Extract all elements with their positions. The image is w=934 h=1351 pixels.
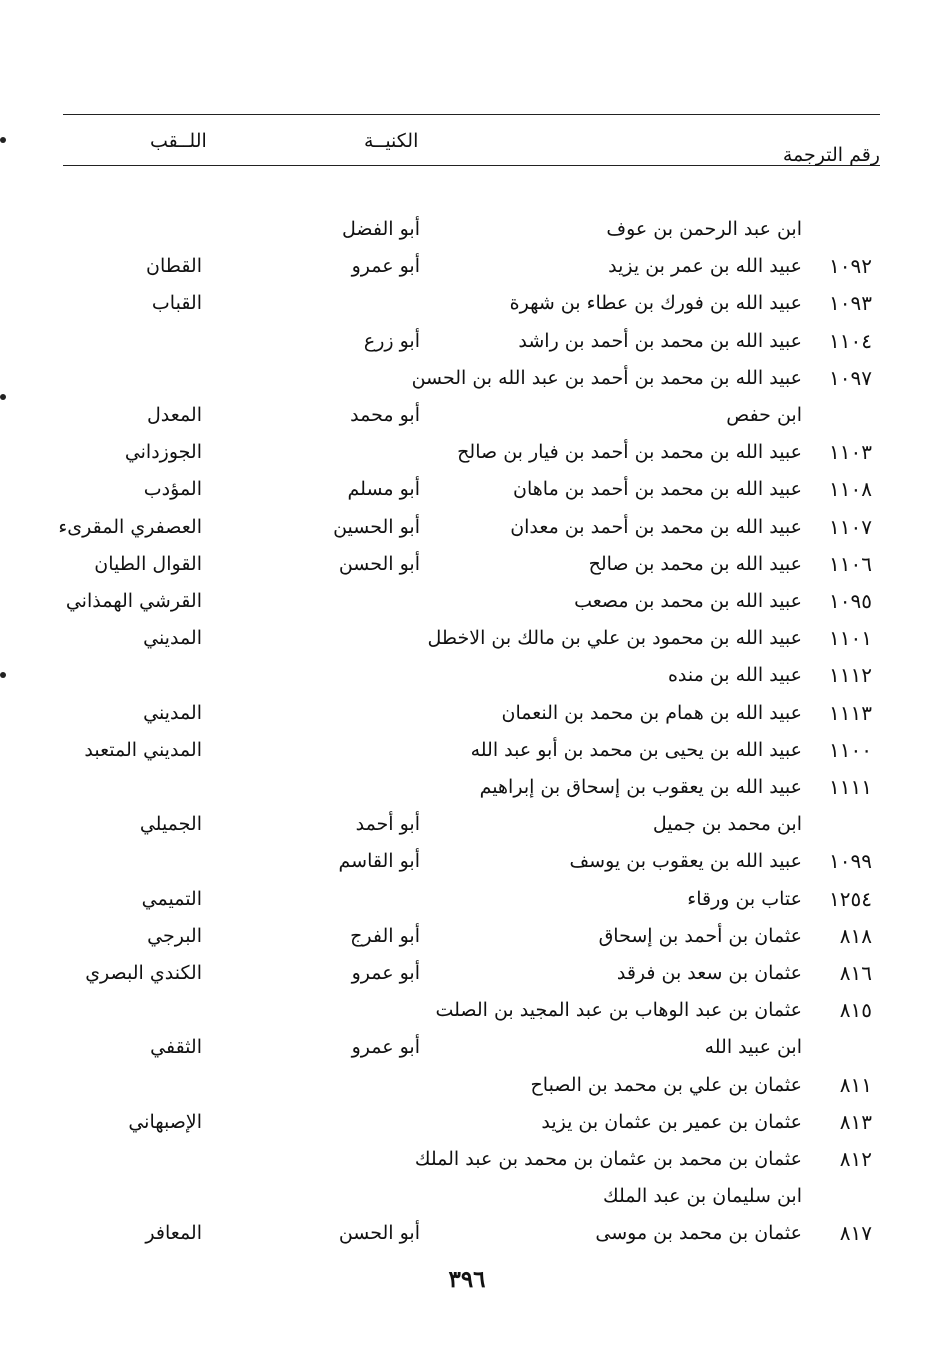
entry-number: ١١٠٨ [829,477,872,501]
entry-laqab: الثقفي [150,1036,202,1058]
entry-name: عبيد الله بن محمد بن صالح [588,553,802,575]
entry-number: ١١٠٠ [829,738,872,762]
entry-laqab: المؤدب [143,478,202,500]
entry-kunya: أبو زرع [363,330,420,352]
entry-kunya: أبو أحمد [355,813,420,835]
entry-name: عبيد الله بن محمود بن علي بن مالك بن الاخطل [427,627,802,649]
entry-kunya: أبو محمد [350,404,420,426]
entry-number: ١٠٩٣ [829,291,872,315]
entry-laqab: المديني المتعبد [84,739,202,761]
table-row [0,1144,934,1181]
entry-laqab: العصفري المقرىء [58,516,202,538]
entry-name: عثمان بن محمد بن موسى [595,1222,802,1244]
entry-laqab: التميمي [141,888,202,910]
header-bottom-rule [63,165,880,166]
table-row [0,698,934,735]
entry-name: عبيد الله بن محمد بن أحمد بن ماهان [513,478,802,500]
entry-laqab: الإصبهاني [128,1111,202,1133]
table-row [0,214,934,251]
entry-name: عبيد الله بن محمد بن أحمد بن راشد [518,330,802,352]
table-row [0,1107,934,1144]
table-row [0,437,934,474]
entry-kunya: أبو الحسين [333,516,420,538]
entry-name: عبيد الله بن منده [667,664,802,686]
entry-number: ١١٠٦ [829,552,872,576]
entry-name: ابن سليمان بن عبد الملك [602,1185,802,1207]
table-row [0,288,934,325]
table-row [0,474,934,511]
table-row [0,623,934,660]
entry-name: عثمان بن محمد بن عثمان بن محمد بن عبد الملك [414,1148,802,1170]
entry-kunya: أبو عمرو [351,255,420,277]
entry-laqab: القباب [151,292,202,314]
entry-number: ٨١٦ [839,961,872,985]
entry-kunya: أبو الحسن [338,1222,420,1244]
entry-number: ١١١١ [829,775,872,799]
table-row [0,846,934,883]
entry-name: عبيد الله بن يحيى بن محمد بن أبو عبد الله [470,739,802,761]
table-row [0,251,934,288]
table-row [0,921,934,958]
entry-laqab: القطان [145,255,202,277]
table-row [0,512,934,549]
entry-kunya: أبو مسلم [347,478,420,500]
header-kunya-column: الكنيــة [364,130,419,152]
entry-laqab: البرجي [147,925,202,947]
entry-name: عثمان بن سعد بن فرقد [616,962,802,984]
entry-name: عبيد الله بن محمد بن أحمد بن فيار بن صالح [457,441,802,463]
entry-number: ١٠٩٥ [829,589,872,613]
entry-number: ١٢٥٤ [829,887,872,911]
margin-mark [0,137,6,143]
entry-name: عبيد الله بن محمد بن مصعب [574,590,802,612]
entry-kunya: أبو الحسن [338,553,420,575]
entry-laqab: القرشي الهمذاني [65,590,202,612]
entry-number: ٨١١ [839,1073,872,1097]
entry-name: عبيد الله بن فورك بن عطاء بن شهرة [509,292,802,314]
entry-laqab: المديني [143,702,202,724]
table-row [0,1032,934,1069]
entry-number: ١١٠٤ [829,329,872,353]
entry-number: ٨١٢ [839,1147,872,1171]
table-row [0,1070,934,1107]
entry-laqab: المعافر [145,1222,202,1244]
entry-name: عبيد الله بن يعقوب بن إسحاق بن إبراهيم [479,776,802,798]
entry-kunya: أبو عمرو [351,1036,420,1058]
entry-number: ١٠٩٧ [829,366,872,390]
entry-number: ٨١٣ [839,1110,872,1134]
entry-name: عثمان بن علي بن محمد بن الصباح [530,1074,802,1096]
entry-name: ابن عبيد الله [704,1036,802,1058]
table-row [0,1218,934,1255]
entry-number: ١٠٩٩ [829,849,872,873]
entry-name: عبيد الله بن همام بن محمد بن النعمان [501,702,802,724]
entry-number: ٨١٥ [839,998,872,1022]
entry-name: ابن حفص [726,404,802,426]
entry-name: عثمان بن عمير بن عثمان بن يزيد [541,1111,802,1133]
entry-laqab: القوال الطيان [94,553,202,575]
entry-laqab: الجوزداني [124,441,202,463]
entry-name: عبيد الله بن يعقوب بن يوسف [569,850,802,872]
margin-mark [0,394,6,400]
table-row [0,586,934,623]
table-row [0,995,934,1032]
entry-name: عبيد الله بن محمد بن أحمد بن معدان [510,516,802,538]
entry-kunya: أبو الفضل [342,218,420,240]
table-row [0,958,934,995]
margin-mark [0,672,6,678]
entry-number: ١١١٢ [829,663,872,687]
table-row [0,400,934,437]
table-row [0,772,934,809]
entry-laqab: الجميلي [139,813,202,835]
entry-laqab: الكندي البصري [85,962,202,984]
entry-number: ١٠٩٢ [829,254,872,278]
entry-kunya: أبو الفرج [350,925,420,947]
table-row [0,660,934,697]
table-row [0,809,934,846]
entry-number: ١١٠٣ [829,440,872,464]
entry-name: عثمان بن عبد الوهاب بن عبد المجيد بن الصلت [435,999,802,1021]
page-number: ٣٩٦ [448,1266,486,1293]
entry-laqab: المديني [143,627,202,649]
entry-laqab: المعدل [147,404,202,426]
entry-name: عبيد الله بن محمد بن أحمد بن عبد الله بن الحسن [411,367,802,389]
header-top-rule [63,114,880,115]
entry-kunya: أبو عمرو [351,962,420,984]
entry-number: ١١٠١ [829,626,872,650]
table-row [0,549,934,586]
table-row [0,363,934,400]
header-number-column: رقم الترجمة [782,144,880,166]
table-row [0,326,934,363]
entry-name: ابن محمد بن جميل [652,813,802,835]
entry-number: ٨١٨ [839,924,872,948]
entry-name: عثمان بن أحمد بن إسحاق [598,925,802,947]
entry-number: ١١٠٧ [829,515,872,539]
entry-number: ٨١٧ [839,1221,872,1245]
entry-number: ١١١٣ [829,701,872,725]
table-row [0,884,934,921]
entry-name: عتاب بن ورقاء [687,888,802,910]
entry-name: عبيد الله بن عمر بن يزيد [608,255,802,277]
entry-name: ابن عبد الرحمن بن عوف [606,218,802,240]
table-row [0,735,934,772]
entry-kunya: أبو القاسم [338,850,420,872]
table-row [0,1181,934,1218]
header-laqab-column: اللــقب [150,130,207,152]
